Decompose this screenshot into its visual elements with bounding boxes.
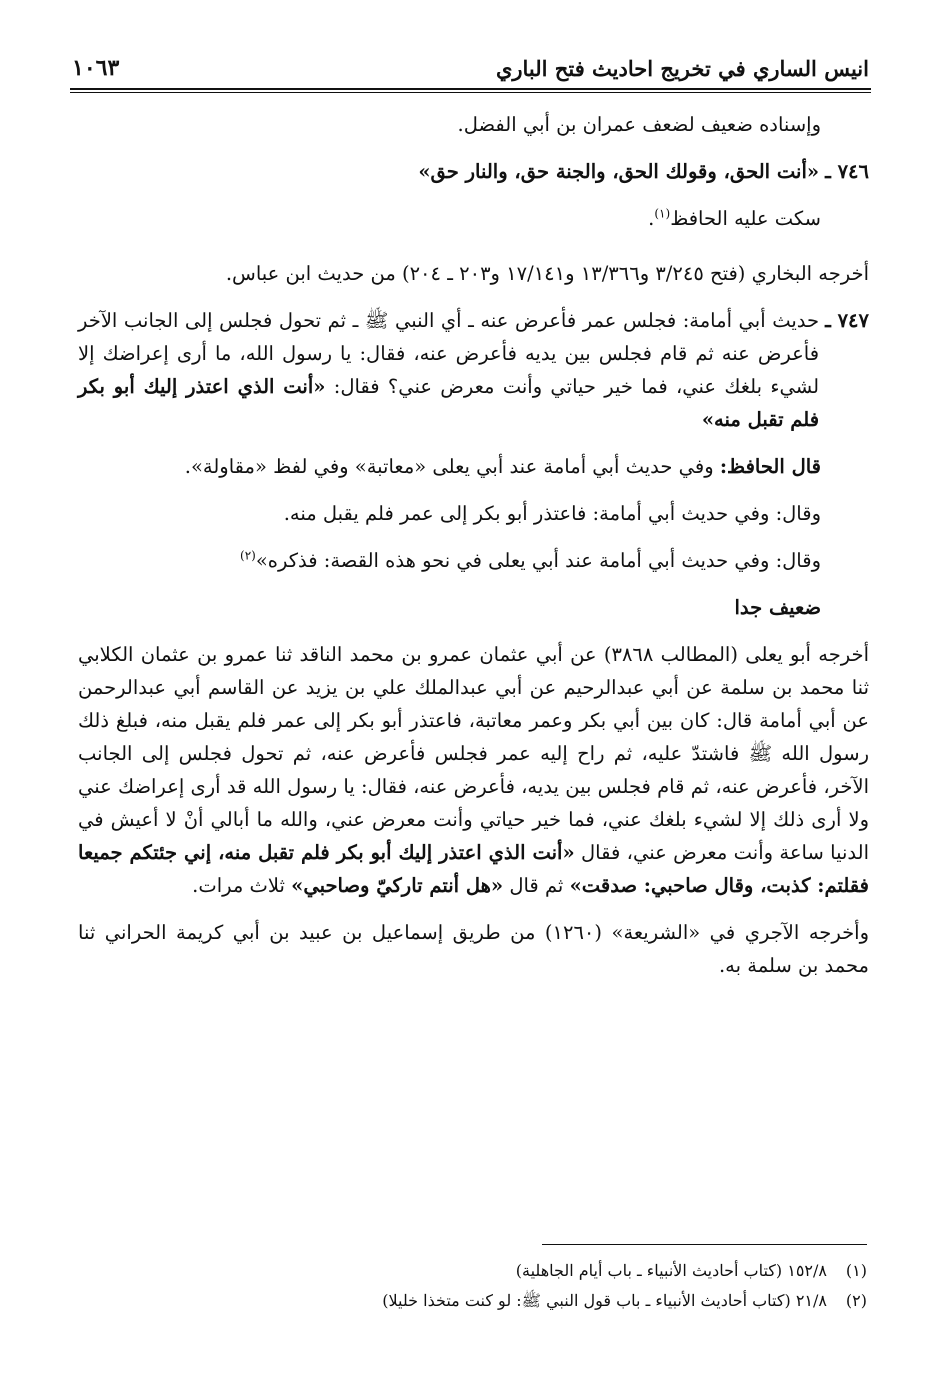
- hadith-quote: «أنت الذي اعتذر إليك أبو بكر فلم تقبل منه، إني جئتكم جميعا فقلتم: كذبت، وقال صاحبي: صدقت»: [78, 841, 869, 897]
- running-header: [72, 48, 869, 88]
- paragraph: وإسناده ضعيف لضعف عمران بن أبي الفضل.: [457, 113, 821, 136]
- footnote-rule: [542, 1244, 867, 1245]
- footnote: [300, 1256, 867, 1286]
- paragraph: وأخرجه الآجري في «الشريعة» (١٢٦٠) من طريق إسماعيل بن عبيد بن أبي كريمة الحراني ثنا محمد بن سلمة به.: [78, 921, 869, 977]
- header-rule-thin: [70, 92, 871, 93]
- hafiz-label: قال الحافظ:: [719, 455, 821, 478]
- header-rule: [70, 88, 871, 90]
- entry-number: ٧٤٦ ـ: [825, 160, 869, 183]
- hadith-text: [78, 304, 819, 436]
- hadith-quote: «هل أنتم تاركيّ وصاحبي»: [291, 874, 504, 897]
- footnote-text: ١٥٢/٨ (كتاب أحاديث الأنبياء ـ باب أيام الجاهلية): [515, 1261, 827, 1280]
- hadith-entry-747: [78, 304, 869, 436]
- hadith-body: حديث أبي أمامة: فجلس عمر فأعرض عنه ـ أي النبي ﷺ ـ ثم تحول فجلس إلى الجانب الآخر فأعرض عنه ثم قام فجلس بين يديه فأعرض عنه، فقال: يا رسول الله، ما أرى إعراضك إلا لشيء بلغك عني، فما خير حياتي وأنت معرض عني؟ فقال:: [78, 309, 820, 398]
- hadith-entry-746: [78, 155, 869, 188]
- paragraph-text: ثلاث مرات.: [192, 874, 285, 897]
- footnote-text: ٢١/٨ (كتاب أحاديث الأنبياء ـ باب قول النبي ﷺ: لو كنت متخذا خليلا): [382, 1291, 827, 1310]
- hadith-quote: «أنت الذي اعتذر إليك أبو بكر فلم تقبل منه»: [78, 375, 820, 431]
- grade: [78, 591, 869, 624]
- footnote: [300, 1286, 867, 1316]
- hadith-text: «أنت الحق، وقولك الحق، والجنة حق، والنار حق»: [418, 160, 820, 183]
- footnote-number: (١): [845, 1261, 867, 1280]
- paragraph-text: سكت عليه الحافظ: [670, 207, 821, 230]
- running-title: انيس الساري في تخريج احاديث فتح الباري: [495, 55, 869, 81]
- paragraph-text: وفي حديث أبي أمامة عند أبي يعلى «معاتبة» وفي لفظ «مقاولة».: [184, 455, 714, 478]
- paragraph: [78, 450, 869, 483]
- paragraph-text: ثم قال: [509, 874, 564, 897]
- paragraph-text: وقال: وفي حديث أبي أمامة عند أبي يعلى في نحو هذه القصة: فذكره»: [255, 549, 821, 572]
- footnotes: [300, 1256, 867, 1316]
- paragraph: [78, 638, 869, 902]
- footnote-ref: (١): [654, 206, 671, 221]
- paragraph: سكت عليه الحافظ$^{(١)}$.: [648, 206, 821, 230]
- paragraph: أخرجه البخاري (فتح ٣/٢٤٥ و١٣/٣٦٦ و١٧/١٤١ و٢٠٣ ـ ٢٠٤) من حديث ابن عباس.: [225, 262, 869, 285]
- main-text: [78, 108, 869, 982]
- paragraph: [78, 544, 869, 577]
- paragraph-text: أخرجه أبو يعلى (المطالب ٣٨٦٨) عن أبي عثمان عمرو بن محمد الناقد ثنا عمرو بن عثمان الكلابي ثنا محمد بن سلمة عن أبي عبدالرحيم عن أبي عبدالملك علي بن يزيد عن القاسم أبي عبدالرحمن عن أبي أمامة قال: كان بين أبي بكر وعمر معاتبة، فاعتذر أبو بكر إلى عمر فلم يقبل منه، فبلغ ذلك رسول الله ﷺ فاشتدّ عليه، ثم راح إليه عمر فجلس فأعرض عنه، ثم تحول فجلس إلى الجانب الآخر، فأعرض عنه، ثم قام فجلس بين يديه، فأعرض عنه، فقال: يا رسول الله قد أرى إعراضك عني ولا أرى ذلك إلا لشيء بلغك عني، فما خير حياتي وأنت معرض عني، والله ما أبالي أنْ لا أعيش في الدنيا ساعة وأنت معرض عني، فقال: [78, 643, 870, 864]
- footnote-ref: (٢): [240, 548, 256, 563]
- paragraph: وقال: وفي حديث أبي أمامة: فاعتذر أبو بكر إلى عمر فلم يقبل منه.: [283, 502, 821, 525]
- entry-number: ٧٤٧ ـ: [825, 309, 869, 332]
- grade-text: ضعيف جدا: [734, 596, 821, 619]
- page-number: ١٠٦٣: [72, 55, 120, 81]
- footnote-number: (٢): [845, 1291, 867, 1310]
